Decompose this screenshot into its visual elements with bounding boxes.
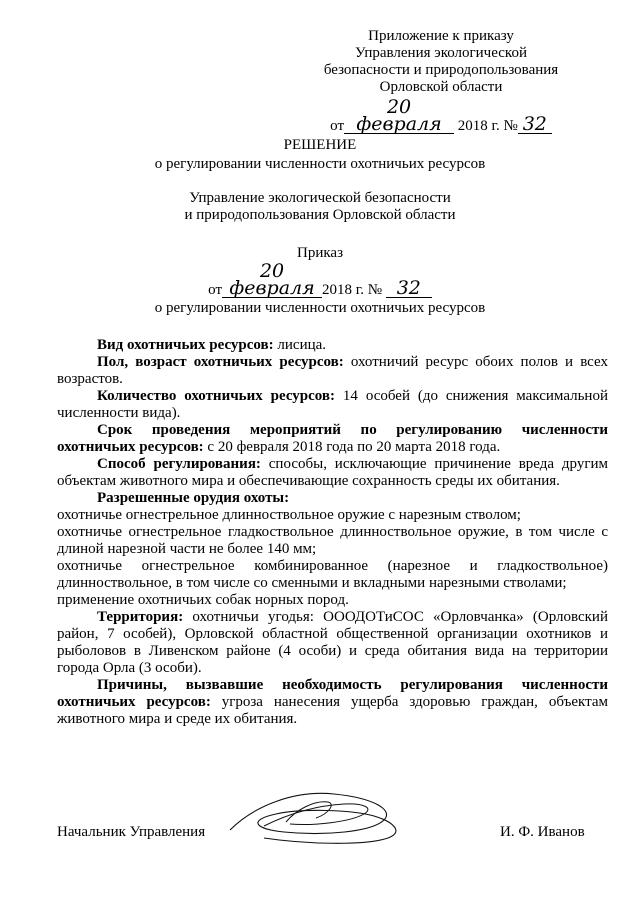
order-date-prefix: от — [208, 282, 223, 298]
order-subject: о регулировании численности охотничьих ресурсов — [154, 300, 486, 316]
species-value: лисица. — [273, 337, 327, 353]
appendix-line-2: Управления экологической — [355, 45, 527, 61]
territory-value: охотничьи угодья: ОООДОТиСОС «Орловчанка» (Орловский район, 7 особей), Орловской областной общественной организации охотников и рыболовов в Ливенском районе (4 особи) и среда обитания вида на территории города Орла (3 особи). — [57, 609, 608, 676]
signatory-position: Начальник Управления — [57, 824, 206, 840]
document-subtitle: о регулировании численности охотничьих ресурсов — [154, 156, 486, 172]
order-date-line — [0, 260, 640, 299]
weapon-item-1: охотничье огнестрельное длинноствольное оружие с нарезным стволом; — [57, 507, 521, 523]
organization-name — [0, 190, 640, 224]
reasons-label: Причины, вызвавшие необходимость регулирования численности охотничьих ресурсов: — [57, 677, 608, 710]
territory-label: Территория: — [97, 609, 184, 625]
sex-age-label: Пол, возраст охотничьих ресурсов: — [97, 354, 344, 370]
order-number-handwritten: 32 — [386, 280, 432, 298]
weapons-heading — [57, 490, 608, 507]
appendix-line-3: безопасности и природопользования — [323, 62, 559, 78]
organization-line-1: Управление экологической безопасности — [189, 190, 451, 206]
document-title: РЕШЕНИЕ — [283, 137, 357, 153]
appendix-date-prefix: от — [330, 118, 345, 134]
appendix-line-1: Приложение к приказу — [368, 28, 514, 44]
method-label: Способ регулирования: — [97, 456, 261, 472]
appendix-header — [300, 28, 582, 135]
weapons-label: Разрешенные орудия охоты: — [97, 490, 290, 506]
period-paragraph — [57, 422, 608, 456]
organization-line-2: и природопользования Орловской области — [184, 207, 456, 223]
species-paragraph — [57, 337, 608, 354]
count-label: Количество охотничьих ресурсов: — [97, 388, 336, 404]
order-date-handwritten: 20 февраля — [222, 263, 322, 298]
method-value: способы, исключающие причинение вреда другим объектам животного мира и обеспечивающие сохранность среды их обитания. — [57, 456, 609, 489]
sex-age-paragraph — [57, 354, 608, 388]
territory-paragraph — [57, 609, 608, 677]
appendix-number-handwritten: 32 — [518, 116, 552, 134]
species-label: Вид охотничьих ресурсов: — [97, 337, 274, 353]
method-paragraph — [57, 456, 608, 490]
order-label: Приказ — [296, 245, 343, 261]
weapon-item-3: охотничье огнестрельное комбинированное (нарезное и гладкоствольное) длинноствольное, в том числе со сменными и вкладными нарезными стволами; — [57, 558, 608, 591]
reasons-paragraph — [57, 677, 608, 728]
reasons-value: угроза нанесения ущерба здоровью граждан, объектам животного мира и среде их обитания. — [57, 694, 608, 727]
appendix-line-4: Орловской области — [379, 79, 503, 95]
decision-body — [57, 337, 608, 728]
period-label: Срок проведения мероприятий по регулированию численности охотничьих ресурсов: — [57, 422, 608, 455]
order-year: 2018 г. № — [322, 282, 383, 298]
signatory-name: И. Ф. Иванов — [500, 824, 585, 840]
appendix-year: 2018 г. № — [457, 118, 518, 134]
handwritten-signature — [224, 786, 414, 850]
sex-age-value: охотничий ресурс обоих полов и всех возрастов. — [57, 354, 608, 387]
weapon-item-4: применение охотничьих собак норных пород. — [57, 592, 349, 608]
count-value: 14 особей (до снижения максимальной численности вида). — [57, 388, 608, 421]
appendix-date-line — [300, 96, 582, 135]
period-value: с 20 февраля 2018 года по 20 марта 2018 года. — [203, 439, 501, 455]
weapon-item-2: охотничье огнестрельное гладкоствольное длинноствольное оружие, в том числе с длиной нарезной части не более 140 мм; — [57, 524, 608, 557]
appendix-date-handwritten: 20 февраля — [344, 99, 454, 134]
count-paragraph — [57, 388, 608, 422]
